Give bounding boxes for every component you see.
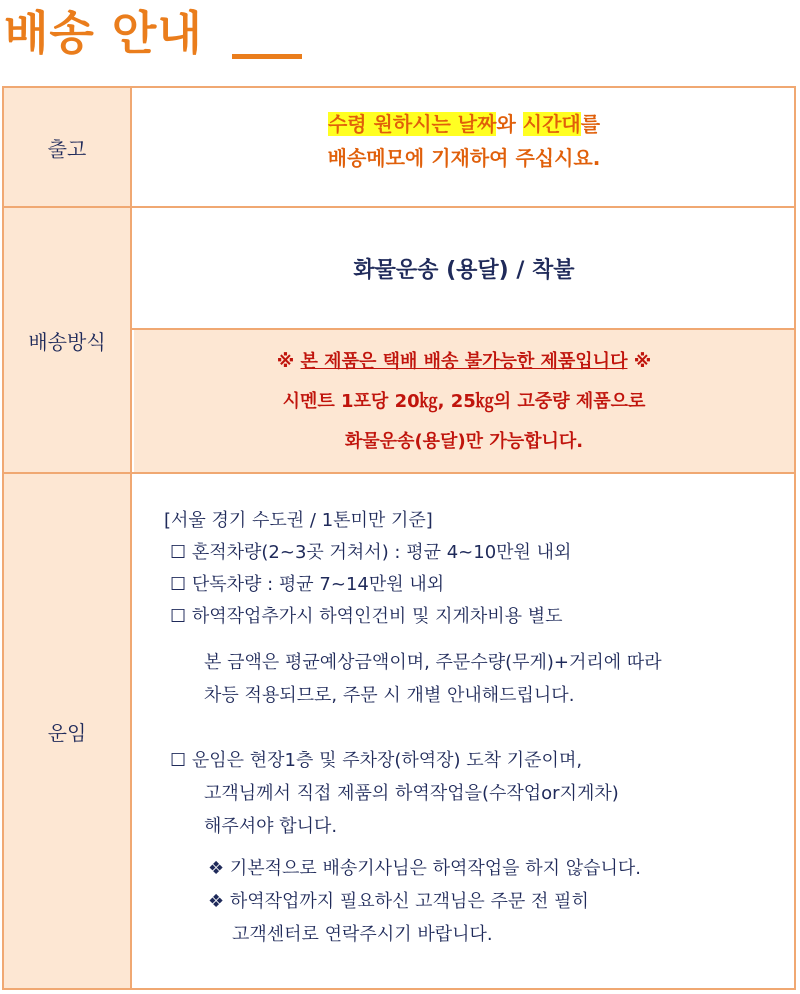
fee-item: ☐ 하역작업추가시 하역인건비 및 지게차비용 별도: [170, 606, 563, 627]
reference-mark: ※: [276, 351, 301, 372]
release-cell: [134, 88, 794, 206]
method-value: 화물운송 (용달) / 착불: [353, 257, 575, 283]
warning-title-text: 본 제품은 택배 배송 불가능한 제품입니다: [300, 351, 628, 372]
reference-mark: ※: [627, 351, 652, 372]
fee-note-line-2: 차등 적용되므로, 주문 시 개별 안내해드립니다.: [204, 685, 575, 706]
tip-line-3: 고객센터로 연락주시기 바랍니다.: [232, 924, 493, 945]
fee-note-line-1: 본 금액은 평균예상금액이며, 주문수량(무게)+거리에 따라: [204, 652, 662, 673]
warning-line-3: 화물운송(용달)만 가능합니다.: [344, 431, 584, 452]
release-line-1-end: 를: [580, 112, 601, 136]
date-highlight: 수령 원하시는 날짜: [327, 112, 497, 136]
fee-item: ☐ 단독차량 : 평균 7~14만원 내외: [170, 574, 445, 595]
unload-line-2: 고객님께서 직접 제품의 하역작업을(수작업or지게차): [204, 783, 619, 804]
title-underline: [232, 54, 302, 59]
unload-line-3: 해주셔야 합니다.: [204, 816, 338, 837]
method-label: 배송방식: [4, 208, 132, 472]
unload-line-1: ☐ 운임은 현장1층 및 주차장(하역장) 도착 기준이며,: [170, 750, 583, 771]
fee-header: [서울 경기 수도권 / 1톤미만 기준]: [164, 510, 433, 531]
tip-line-1: ❖ 기본적으로 배송기사님은 하역작업을 하지 않습니다.: [208, 858, 642, 879]
tip-line-2: ❖ 하역작업까지 필요하신 고객님은 주문 전 필히: [208, 891, 589, 912]
release-line-1-mid: 와: [496, 112, 523, 136]
warning-title: [134, 342, 794, 382]
time-highlight: 시간대: [522, 112, 581, 136]
fee-cell: [134, 474, 794, 988]
release-line-1: [134, 107, 794, 141]
fee-label: 운임: [4, 474, 132, 988]
shipping-info-table: [2, 86, 796, 990]
release-label: 출고: [4, 88, 132, 206]
fee-item: ☐ 혼적차량(2~3곳 거쳐서) : 평균 4~10만원 내외: [170, 542, 572, 563]
release-line-2: 배송메모에 기재하여 주십시요.: [327, 146, 601, 170]
page-title: 배송 안내: [4, 6, 203, 60]
warning-line-2: 시멘트 1포당 20㎏, 25㎏의 고중량 제품으로: [282, 391, 646, 412]
release-text: [134, 88, 794, 175]
warning-box: [134, 330, 794, 472]
